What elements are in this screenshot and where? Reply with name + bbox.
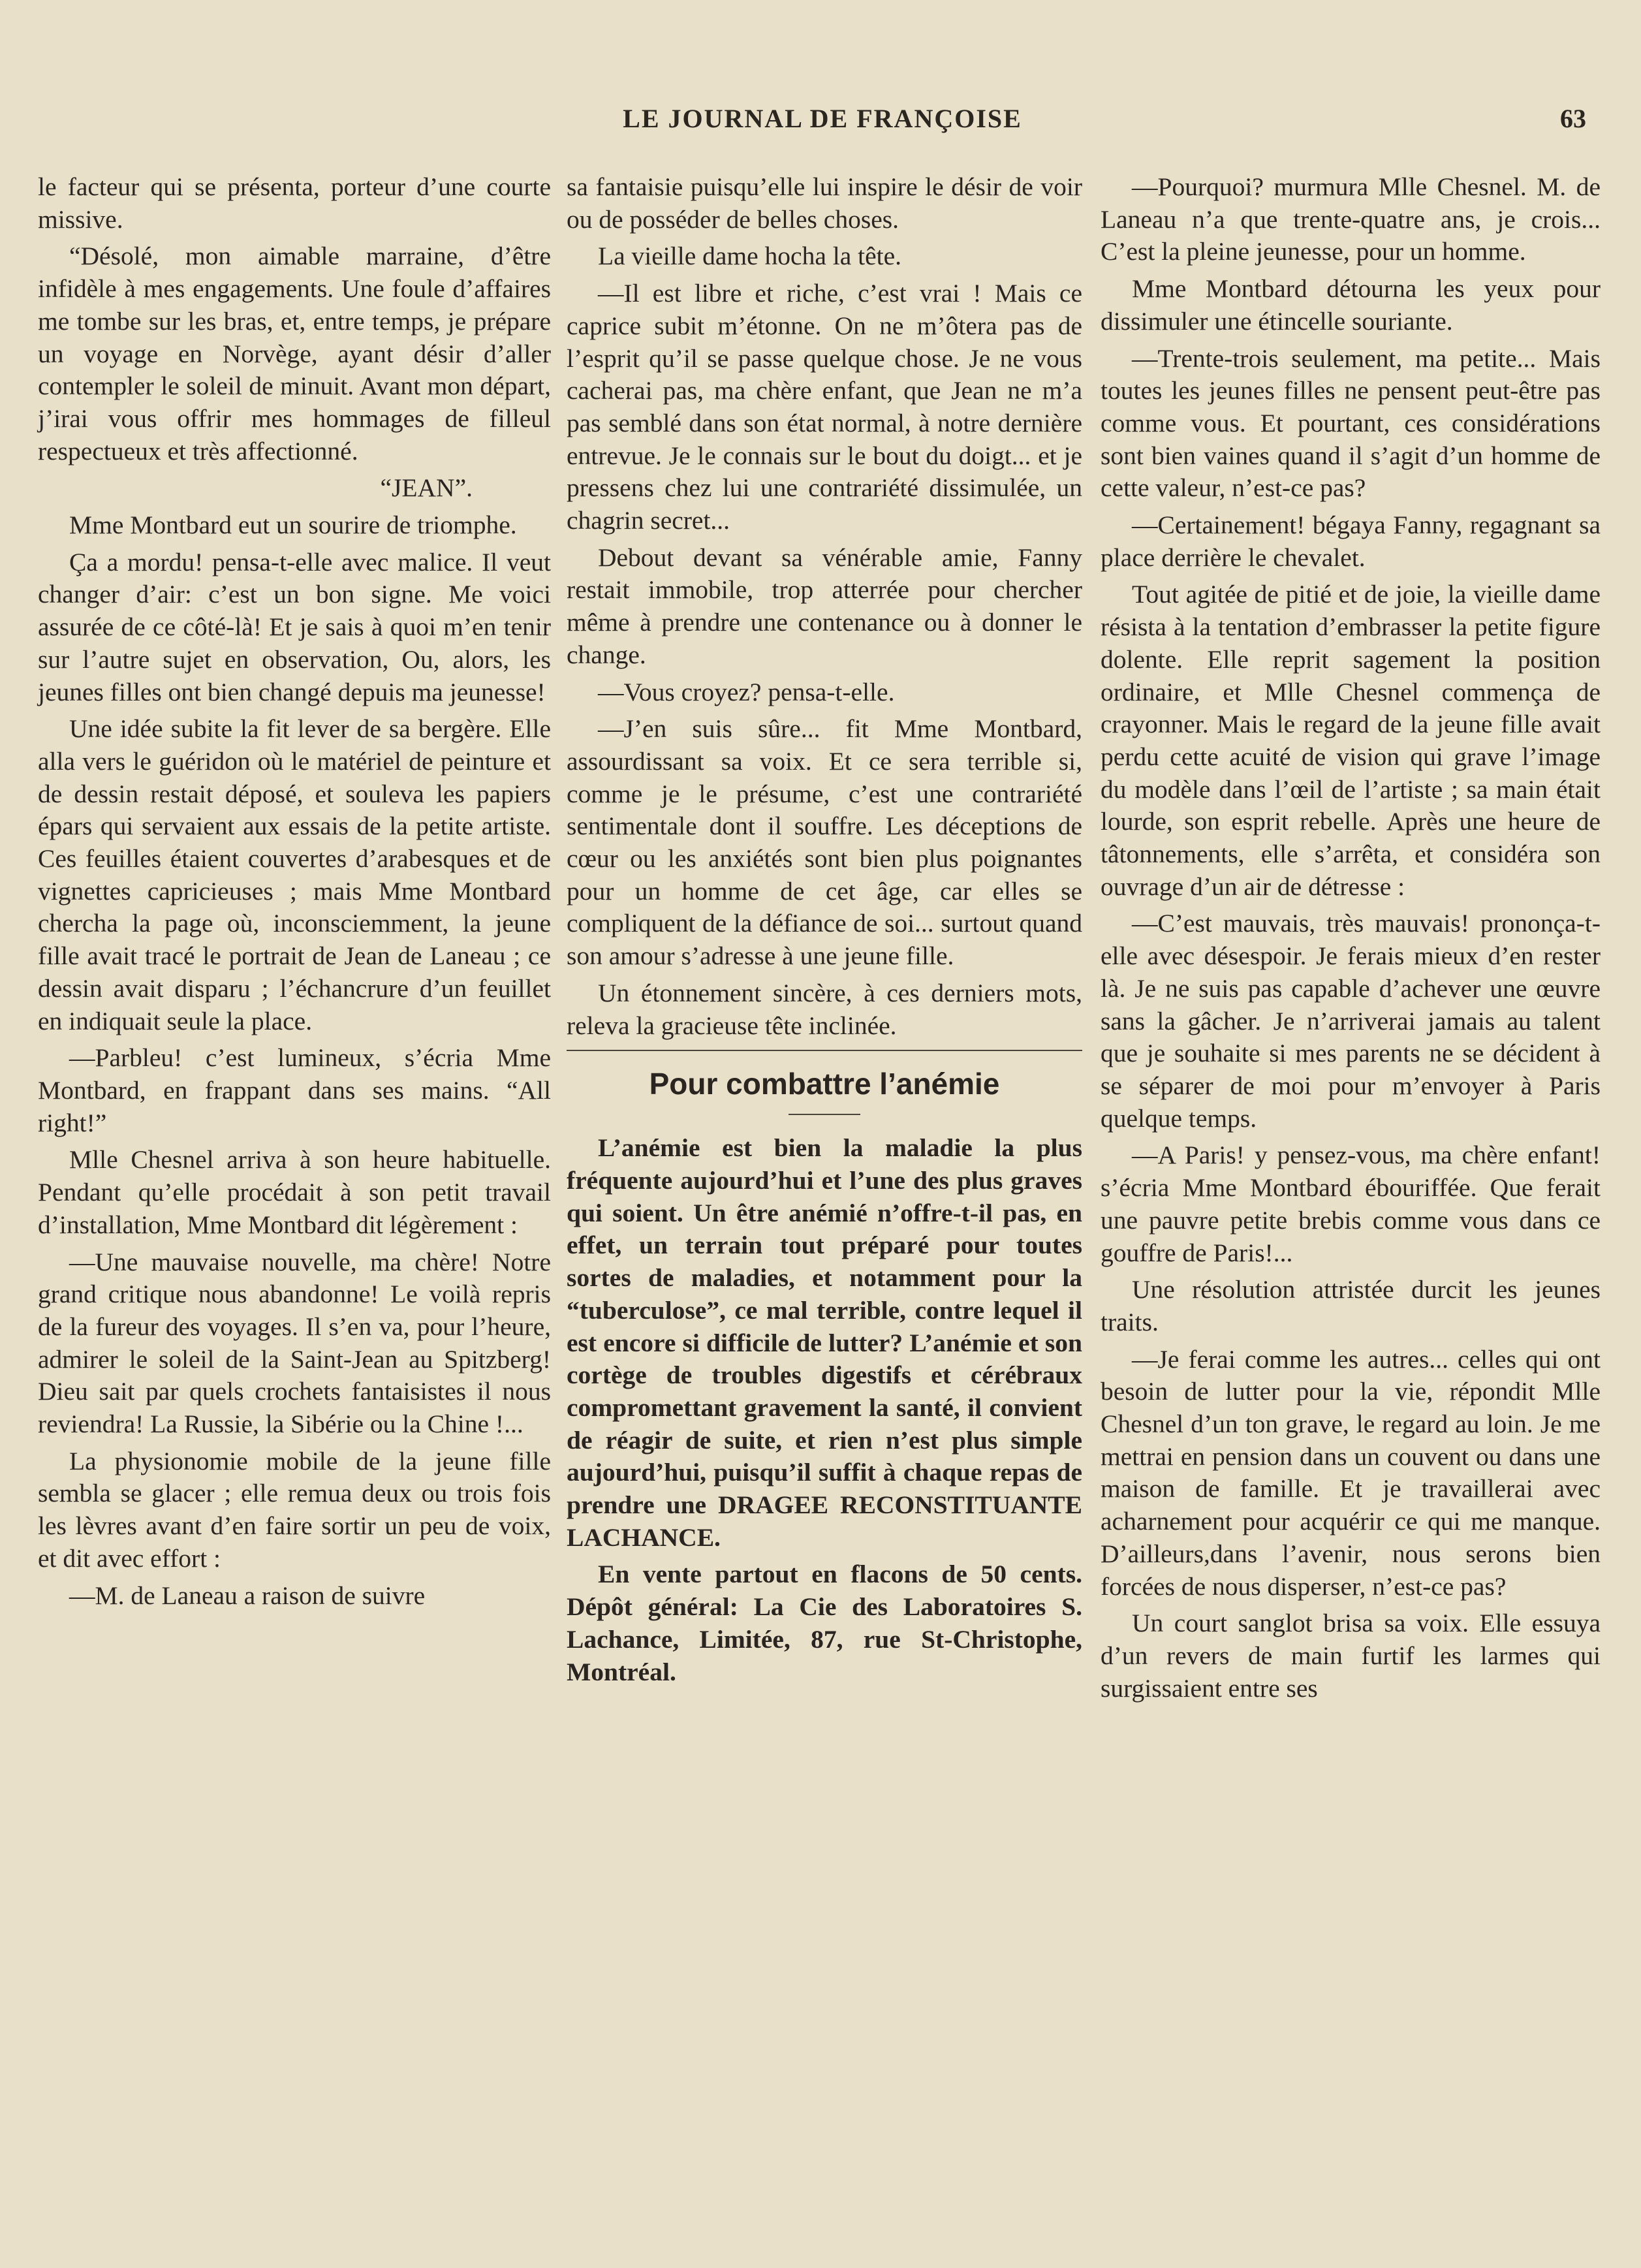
- paragraph: Mme Montbard détourna les yeux pour dissimuler une étincelle souriante.: [1101, 274, 1601, 336]
- paragraph: Une idée subite la fit lever de sa bergère. Elle alla vers le guéridon où le matériel de peinture et de dessin restait déposé, et souleva les papiers épars qui servaient aux essais de la petite artiste. Ces feuilles étaient couvertes d’arabesques et de vignettes capricieuses ; mais Mme Montbard chercha la page où, inconsciemment, la jeune fille avait tracé le portrait de Jean de Laneau ; ce dessin avait disparu ; l’échancrure d’un feuillet en indiquait seule la place.: [38, 714, 551, 1035]
- paragraph: Un court sanglot brisa sa voix. Elle essuya d’un revers de main furtif les larmes qui surgissaient entre ses: [1101, 1609, 1601, 1703]
- paragraph: —Certainement! bégaya Fanny, regagnant sa place derrière le chevalet.: [1101, 511, 1601, 572]
- paragraph: Une résolution attristée durcit les jeunes traits.: [1101, 1275, 1601, 1336]
- left-column: [38, 171, 551, 1616]
- paragraph: sa fantaisie puisqu’elle lui inspire le désir de voir ou de posséder de belles choses.: [567, 172, 1082, 234]
- paragraph: La vieille dame hocha la tête.: [598, 242, 901, 271]
- letter-body: “Désolé, mon aimable marraine, d’être infidèle à mes engagements. Une foule d’affaires me tombe sur les bras, et, entre temps, je prépare un voyage en Norvège, ayant désir d’aller contempler le soleil de minuit. Avant mon départ, j’irai vous offrir mes hommages de filleul respectueux et très affectionné.: [38, 242, 551, 465]
- paragraph: Ça a mordu! pensa-t-elle avec malice. Il veut changer d’air: c’est un bon signe. Me voici assurée de ce côté-là! Et je sais à quoi m’en tenir sur l’autre sujet en observation, Ou, alors, les jeunes filles ont bien changé depuis ma jeunesse!: [38, 547, 551, 706]
- advertisement-title: Pour combattre l’anémie: [649, 1067, 1000, 1101]
- paragraph: le facteur qui se présenta, porteur d’une courte missive.: [38, 172, 551, 234]
- paragraph: —Parbleu! c’est lumineux, s’écria Mme Montbard, en frappant dans ses mains. “All right!”: [38, 1043, 551, 1137]
- paragraph: Un étonnement sincère, à ces derniers mots, releva la gracieuse tête inclinée.: [567, 978, 1082, 1040]
- page-number: 63: [1560, 104, 1586, 133]
- paragraph: —Je ferai comme les autres... celles qui ont besoin de lutter pour la vie, répondit Mlle Chesnel d’un ton grave, le regard au loin. Je me mettrai en pension dans un couvent ou dans une maison de famille. Et je travaillerai avec acharnement pour acquérir ce qui me manque. D’ailleurs,dans l’avenir, nous serons bien forcées de nous disperser, n’est-ce pas?: [1101, 1344, 1601, 1601]
- paragraph: —Il est libre et riche, c’est vrai ! Mais ce caprice subit m’étonne. On ne m’ôtera pas de l’esprit qu’il se passe quelque chose. Je ne vous cacherai pas, ma chère enfant, que Jean ne m’a pas semblé dans son état normal, à notre dernière entrevue. Je le connais sur le bout du doigt... et je pressens chez lui une contrariété dissimulée, un chagrin secret...: [567, 279, 1082, 535]
- advertisement-paragraph: L’anémie est bien la maladie la plus fréquente aujourd’hui et l’une des plus graves qui soient. Un être anémié n’offre-t-il pas, en effet, un terrain tout préparé pour toutes sortes de maladies, et notamment pour la “tuberculose”, ce mal terrible, contre lequel il est encore si difficile de lutter? L’anémie et son cortège de troubles digestifs et cérébraux compromettant gravement la santé, il convient de réagir de suite, et rien n’est plus simple aujourd’hui, puisqu’il suffit à chaque repas de prendre une DRAGEE RECONSTITUANTE LACHANCE.: [567, 1133, 1082, 1552]
- paragraph: —Trente-trois seulement, ma petite... Mais toutes les jeunes filles ne pensent peut-être pas comme vous. Et pourtant, ces considérations sont bien vaines quand il s’agit d’un homme de cette valeur, n’est-ce pas?: [1101, 343, 1601, 503]
- paragraph: La physionomie mobile de la jeune fille sembla se glacer ; elle remua deux ou trois fois les lèvres avant d’en faire sortir un peu de voix, et dit avec effort :: [38, 1446, 551, 1573]
- letter-signature: “JEAN”.: [380, 473, 473, 503]
- paragraph: Tout agitée de pitié et de joie, la vieille dame résista à la tentation d’embrasser la petite figure dolente. Elle reprit sagement la position ordinaire, et Mlle Chesnel commença de crayonner. Mais le regard de la jeune fille avait perdu cette acuité de vision qui grave l’image du modèle dans l’œil de l’artiste ; sa main était lourde, son esprit rebelle. Après une heure de tâtonnements, elle s’arrêta, et considéra son ouvrage d’un air de détresse :: [1101, 580, 1601, 901]
- paragraph: —Vous croyez? pensa-t-elle.: [598, 677, 895, 706]
- paragraph: Mme Montbard eut un sourire de triomphe.: [69, 511, 517, 540]
- paragraph: —Une mauvaise nouvelle, ma chère! Notre grand critique nous abandonne! Le voilà repris de la fureur des voyages. Il s’en va, pour l’heure, admirer le soleil de la Saint-Jean au Spitzberg! Dieu sait par quels crochets fantaisistes il nous reviendra! La Russie, la Sibérie ou la Chine !...: [38, 1247, 551, 1439]
- paragraph: —M. de Laneau a raison de suivre: [69, 1581, 426, 1610]
- paragraph: —J’en suis sûre... fit Mme Montbard, assourdissant sa voix. Et ce sera terrible si, comme je le présume, c’est une contrariété sentimentale dont il souffre. Les déceptions de cœur ou les anxiétés sont bien plus poignantes pour un homme de cet âge, car elles se compliquent de la défiance de soi... surtout quand son amour s’adresse à une jeune fille.: [567, 714, 1082, 971]
- right-column: [1101, 171, 1601, 1709]
- advertisement-paragraph: En vente partout en flacons de 50 cents. Dépôt général: La Cie des Laboratoires S. Lachance, Limitée, 87, rue St-Christophe, Montréal.: [567, 1560, 1082, 1686]
- paragraph: Debout devant sa vénérable amie, Fanny restait immobile, trop atterrée pour chercher même à prendre une contenance ou à donner le change.: [567, 543, 1082, 669]
- middle-column: [567, 171, 1082, 1693]
- paragraph: Mlle Chesnel arriva à son heure habituelle. Pendant qu’elle procédait à son petit travail d’installation, Mme Montbard dit légèrement :: [38, 1145, 551, 1239]
- paragraph: —A Paris! y pensez-vous, ma chère enfant! s’écria Mme Montbard ébouriffée. Que ferait une pauvre petite brebis comme vous dans ce gouffre de Paris!...: [1101, 1141, 1601, 1267]
- running-head: LE JOURNAL DE FRANÇOISE: [623, 104, 1022, 133]
- title-underline: [789, 1114, 860, 1115]
- section-divider: [567, 1050, 1082, 1051]
- advertisement: [567, 1065, 1082, 1688]
- paragraph: —Pourquoi? murmura Mlle Chesnel. M. de Laneau n’a que trente-quatre ans, je crois... C’est la pleine jeunesse, pour un homme.: [1101, 172, 1601, 266]
- paragraph: —C’est mauvais, très mauvais! prononça-t-elle avec désespoir. Je ferais mieux d’en rester là. Je ne suis pas capable d’achever une œuvre sans la gâcher. Je n’arriverai jamais au talent que je souhaite si mes parents ne se décident à se séparer de moi pour m’envoyer à Paris quelque temps.: [1101, 909, 1601, 1133]
